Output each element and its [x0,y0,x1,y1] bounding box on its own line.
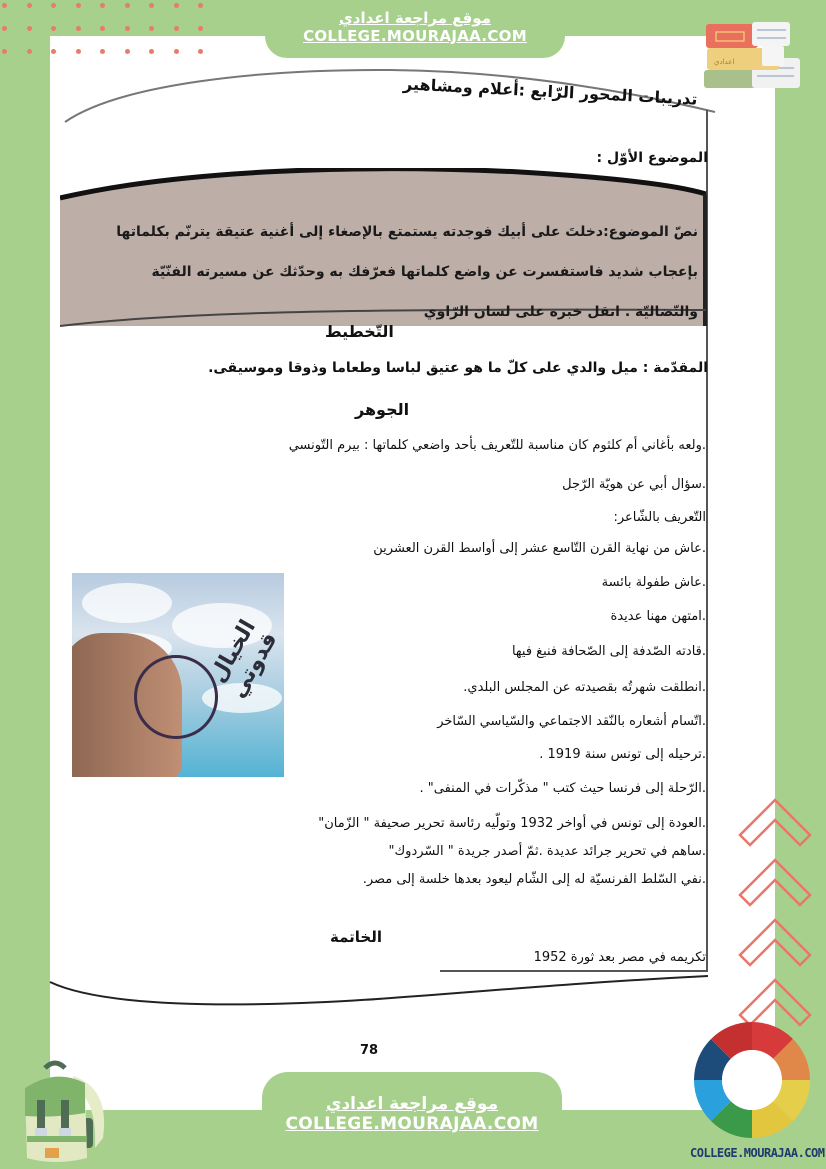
dot [125,26,130,31]
dot [100,49,105,54]
subjects-logo-icon [692,1020,812,1140]
body-line: .اتّسام أشعاره بالنّقد الاجتماعي والسّياسي السّاخر [437,714,706,729]
dot [2,49,7,54]
dot [100,26,105,31]
dot [51,3,56,8]
dot [198,26,203,31]
dot [149,49,154,54]
banner-arabic-link[interactable]: موقع مراجعة اعدادي [339,9,491,27]
body-line: .سؤال أبي عن هويّة الرّجل [562,477,706,492]
dot [198,49,203,54]
body-line: .امتهن مهنا عديدة [610,609,706,624]
dot [2,3,7,8]
backpack-icon [15,1058,110,1166]
banner-arabic-link[interactable]: موقع مراجعة اعدادي [325,1094,499,1114]
dot [51,26,56,31]
dot [51,49,56,54]
topic-label: الموضوع الأوّل : [596,150,708,166]
dot [76,26,81,31]
left-frame-strip [0,36,50,1169]
body-line: .ساهم في تحرير جرائد عديدة .ثمّ أصدر جريدة " السّردوك" [388,844,706,859]
body-line: .ولعه بأغاني أم كلثوم كان مناسبة للتّعريف بأحد واضعي كلماتها : بيرم التّونسي [288,438,706,453]
dot [76,49,81,54]
dot [125,49,130,54]
body-line: .نفي السّلط الفرنسيّة له إلى الشّام ليعود بعدها خلسة إلى مصر. [362,872,706,887]
body-line: .عاش طفولة بائسة [601,575,706,590]
chevron-up-icons [735,790,815,1040]
topic-text-box [60,168,708,328]
document-title: تدريبات المحور الرّابع :أعلام ومشاهير [403,74,699,109]
body-line: .الرّحلة إلى فرنسا حيث كتب " مذكّرات في المنفى" . [419,781,706,796]
illustration-image [72,573,284,777]
image-caption: الخيال قدوتي [205,615,283,703]
dot [149,3,154,8]
banner-domain-link[interactable]: COLLEGE.MOURAJAA.COM [285,1114,539,1134]
site-banner-bottom[interactable] [262,1072,562,1169]
dot [76,3,81,8]
dot [149,26,154,31]
dot [125,3,130,8]
body-line: .قادته الصّدفة إلى الصّحافة فنبغ فيها [511,644,706,659]
body-line: التّعريف بالشّاعر: [613,510,706,525]
page-number: 78 [360,1043,379,1058]
body-line: .ترحيله إلى تونس سنة 1919 . [539,747,706,762]
body-line: .العودة إلى تونس في أواخر 1932 وتولّيه رئاسة تحرير صحيفة " الزّمان" [318,816,706,831]
plan-heading: التّخطيط [325,322,394,341]
topic-text-line: بإعجاب شديد فاستفسرت عن واضع كلماتها فعرّفك به وحدّثك عن مسيرته الفنّيّة [151,264,698,280]
conclusion-heading: الخاتمة [330,928,383,946]
dot [27,49,32,54]
topic-text-line: نصّ الموضوع:دخلتَ على أبيك فوجدته يستمتع بالإصغاء إلى أغنية عتيقة يترنّم بكلماتها [116,224,698,240]
body-heading: الجوهر [355,400,410,419]
svg-text:اعدادي: اعدادي [714,58,735,66]
dot [198,3,203,8]
dot [174,49,179,54]
dot [100,3,105,8]
body-line: .انطلقت شهرتُه بقصيدته عن المجلس البلدي. [463,680,706,695]
body-line: .عاش من نهاية القرن التّاسع عشر إلى أواسط القرن العشرين [373,541,706,556]
dot [174,3,179,8]
site-banner-top[interactable] [265,0,565,58]
dot [27,26,32,31]
conclusion-line: تكريمه في مصر بعد ثورة 1952 [533,950,706,965]
dot [2,26,7,31]
banner-domain-link[interactable]: COLLEGE.MOURAJAA.COM [303,27,527,45]
topic-text-line: والنّضاليّة . انقل خبره على لسان الرّاوي [423,304,698,320]
page-curve-bottom [48,960,708,1010]
dot [174,26,179,31]
dot [27,3,32,8]
intro-line: المقدّمة : ميل والدي على كلّ ما هو عتيق لباسا وطعاما وذوقا وموسيقى. [208,360,708,376]
logo-domain-text[interactable]: COLLEGE.MOURAJAA.COM [690,1146,825,1160]
